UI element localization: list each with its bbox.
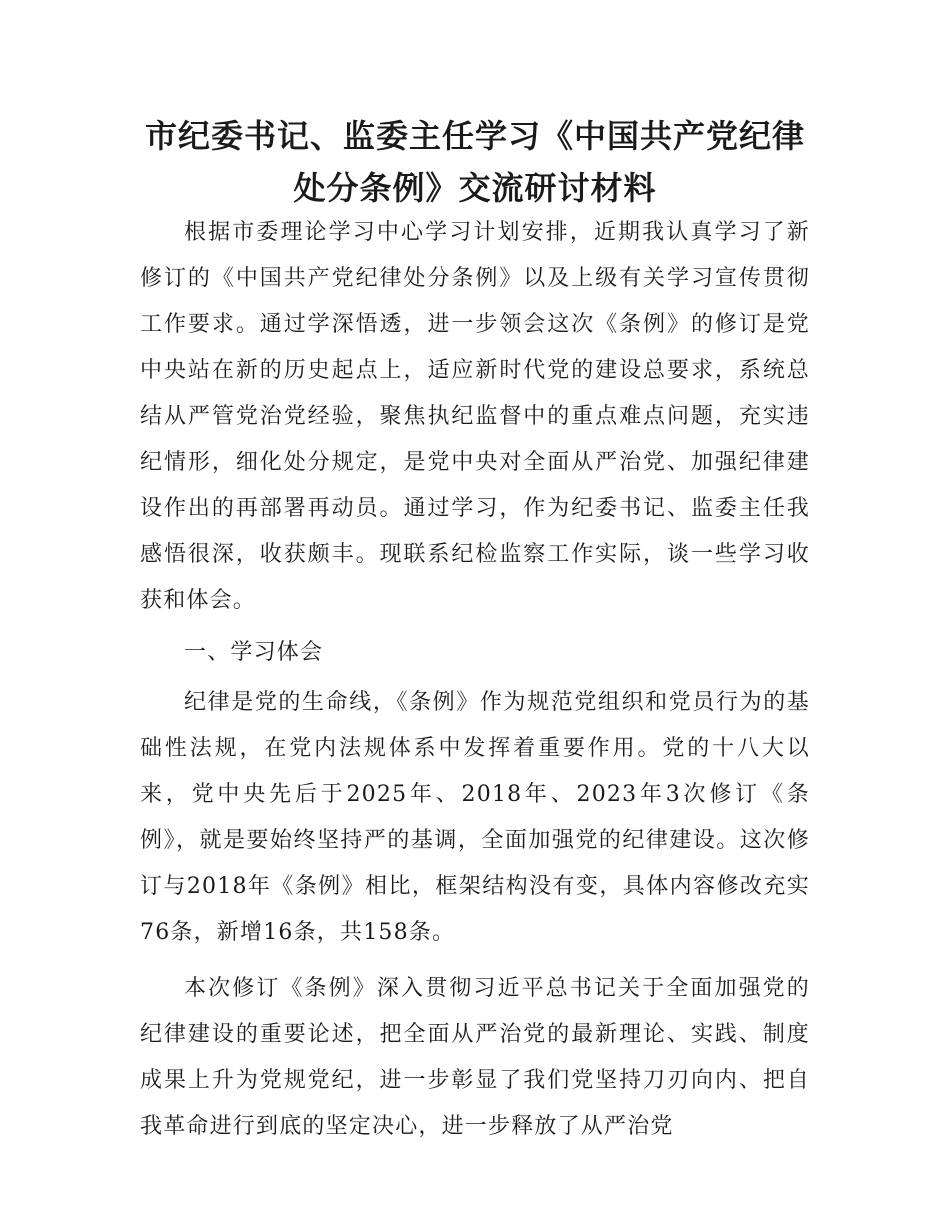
document-title: 市纪委书记、监委主任学习《中国共产党纪律处分条例》交流研讨材料 — [144, 117, 805, 207]
paragraph-discipline: 纪律是党的生命线，《条例》作为规范党组织和党员行为的基础性法规，在党内法规体系中发挥着重要作用。党的十八大以来，党中央先后于2025年、2018年、2023年3次修订《条例》，就是要始终坚持严的基调，全面加强党的纪律建设。这次修订与2018年《条例》相比，框架结构没有变，具体内容修改充实76条，新增16条，共158条。 — [140, 690, 810, 945]
paragraph-intro: 根据市委理论学习中心学习计划安排，近期我认真学习了新修订的《中国共产党纪律处分条例》以及上级有关学习宣传贯彻工作要求。通过学深悟透，进一步领会这次《条例》的修订是党中央站在新的历史起点上，适应新时代党的建设总要求，系统总结从严管党治党经验，聚焦执纪监督中的重点难点问题，充实违纪情形，细化处分规定，是党中央对全面从严治党、加强纪律建设作出的再部署再动员。通过学习，作为纪委书记、监委主任我感悟很深，收获颇丰。现联系纪检监察工作实际，谈一些学习收获和体会。 — [140, 220, 810, 613]
section-heading: 一、学习体会 — [184, 640, 324, 665]
document-body — [140, 210, 810, 1150]
paragraph-revision: 本次修订《条例》深入贯彻习近平总书记关于全面加强党的纪律建设的重要论述，把全面从严治党的最新理论、实践、制度成果上升为党规党纪，进一步彰显了我们党坚持刀刃向内、把自我革命进行到底的坚定决心，进一步释放了从严治党 — [140, 976, 810, 1139]
